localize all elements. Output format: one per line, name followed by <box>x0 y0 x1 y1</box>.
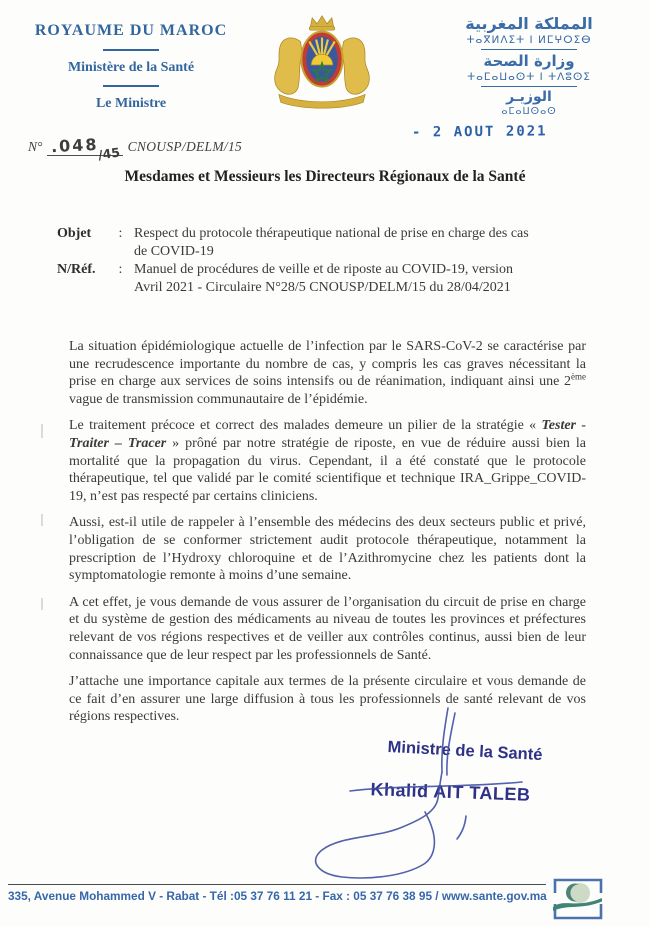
reference-prefix: N° <box>28 139 43 154</box>
date-stamp: - 2 AOUT 2021 <box>411 123 548 141</box>
handwritten-number-block <box>47 134 123 163</box>
header-divider <box>103 49 159 51</box>
paragraph-1 <box>69 338 586 408</box>
handwritten-number: .048 <box>50 134 99 157</box>
kingdom-title-tifinagh: ⵜⴰⴳⵍⴷⵉⵜ ⵏ ⵍⵎⵖⵔⵉⴱ <box>466 34 592 46</box>
subject-colon: : <box>118 226 123 241</box>
recipient-line: Mesdames et Messieurs les Directeurs Régionaux de la Santé <box>124 168 526 185</box>
paragraph-1-text: vague de transmission communautaire de l’épidémie. <box>69 391 368 407</box>
ministry-logo-svg <box>552 876 604 922</box>
ministry-title-fr: Ministère de la Santé <box>67 60 195 75</box>
reference-label: N/Réf. <box>57 262 96 277</box>
signer-name-stamp: Khalid AIT TALEB <box>370 779 531 805</box>
reference-code: CNOUSP/DELM/15 <box>127 139 243 154</box>
paragraph-2 <box>69 417 586 505</box>
scan-artifact <box>41 598 43 610</box>
paragraph-2-text: Le traitement précoce et correct des malades demeure un pilier de la stratégie « <box>69 418 542 434</box>
footer-divider <box>8 884 546 885</box>
scan-artifact <box>41 514 43 526</box>
paragraph-3: Aussi, est-il utile de rappeler à l’ensemble des médecins des deux secteurs public et privé, l’obligation de se conformer strictement audit protocole thérapeutique, notamment la prescription de l’Hydroxy chloroquine et de l’Azithromycine chez les patients dont la symptomatologie remonte à moins d’une semaine. <box>69 515 586 584</box>
coat-of-arms-svg <box>263 12 381 118</box>
header-divider <box>481 86 577 87</box>
office-title-tifinagh: ⴰⵎⴰⵡⵙⴰⵙ <box>501 106 557 117</box>
signer-title-stamp: Ministre de la Santé <box>387 737 543 765</box>
header-divider <box>481 49 577 50</box>
paragraph-2-text: » prôné par notre stratégie de riposte, en vue de réduire aussi bien la mortalité que la propagation du virus. Cependant, il a été constaté que le protocole thérapeutique, tel que validé par le comité scientifique et technique IRA_Grippe_COVID-19, n’est pas respecté par certains cliniciens. <box>69 435 586 504</box>
ordinal-superscript: ème <box>571 371 586 382</box>
subject-label: Objet <box>57 226 92 241</box>
handwritten-number-suffix: /45 <box>97 144 122 163</box>
office-title-fr: Le Ministre <box>95 96 167 111</box>
ministry-title-ar: وزارة الصحة <box>483 52 575 70</box>
paragraph-1-text: La situation épidémiologique actuelle de l’infection par le SARS-CoV-2 se caractérise par une recrudescence importante du nombre de cas, y compris les cas graves nécessitant la prise en charge aux services de soins intensifs ou de réanimation, indiquant ainsi une 2 <box>69 339 586 390</box>
header-divider <box>103 85 159 87</box>
office-title-ar: الوزيـر <box>506 89 552 105</box>
footer-address: 335, Avenue Mohammed V - Rabat - Tél :05 37 76 11 21 - Fax : 05 37 76 38 95 / www.sante.gov.ma <box>8 889 547 903</box>
ministry-of-health-logo-icon <box>552 876 604 922</box>
kingdom-title-fr: ROYAUME DU MAROC <box>34 22 228 39</box>
reference-number-line <box>28 134 243 163</box>
header-french-block <box>22 22 240 112</box>
reference-colon: : <box>118 262 123 277</box>
reference-text: Manuel de procédures de veille et de riposte au COVID-19, version Avril 2021 - Circulaire N°28/5 CNOUSP/DELM/15 du 28/04/2021 <box>134 262 514 295</box>
reference-row <box>57 261 597 297</box>
paragraph-5: J’attache une importance capitale aux termes de la présente circulaire et vous demande de ce fait d’en assurer une large diffusion à tous les professionnels de santé relevant de vos régions respectives. <box>69 674 586 725</box>
paragraph-4: A cet effet, je vous demande de vous assurer de l’organisation du circuit de prise en charge et du système de gestion des médicaments au niveau de toutes les provinces et préfectures relevant de vos régions respectives et de veiller aux contrôles continus, aussi bien de leur connaissance que de leur respect par les professionnels de Santé. <box>69 594 586 663</box>
subject-text: Respect du protocole thérapeutique national de prise en charge des cas de COVID-19 <box>134 226 529 259</box>
strategy-motto: Tester - Traiter – Tracer <box>69 418 586 451</box>
kingdom-title-ar: المملكة المغربية <box>465 14 593 33</box>
ministry-title-tifinagh: ⵜⴰⵎⴰⵡⴰⵙⵜ ⵏ ⵜⴷⵓⵙⵉ <box>467 71 591 83</box>
header-arabic-block <box>415 14 643 117</box>
morocco-coat-of-arms-icon <box>263 12 381 118</box>
letter-body <box>69 338 586 735</box>
scan-artifact <box>41 424 43 438</box>
subject-row <box>57 225 597 261</box>
